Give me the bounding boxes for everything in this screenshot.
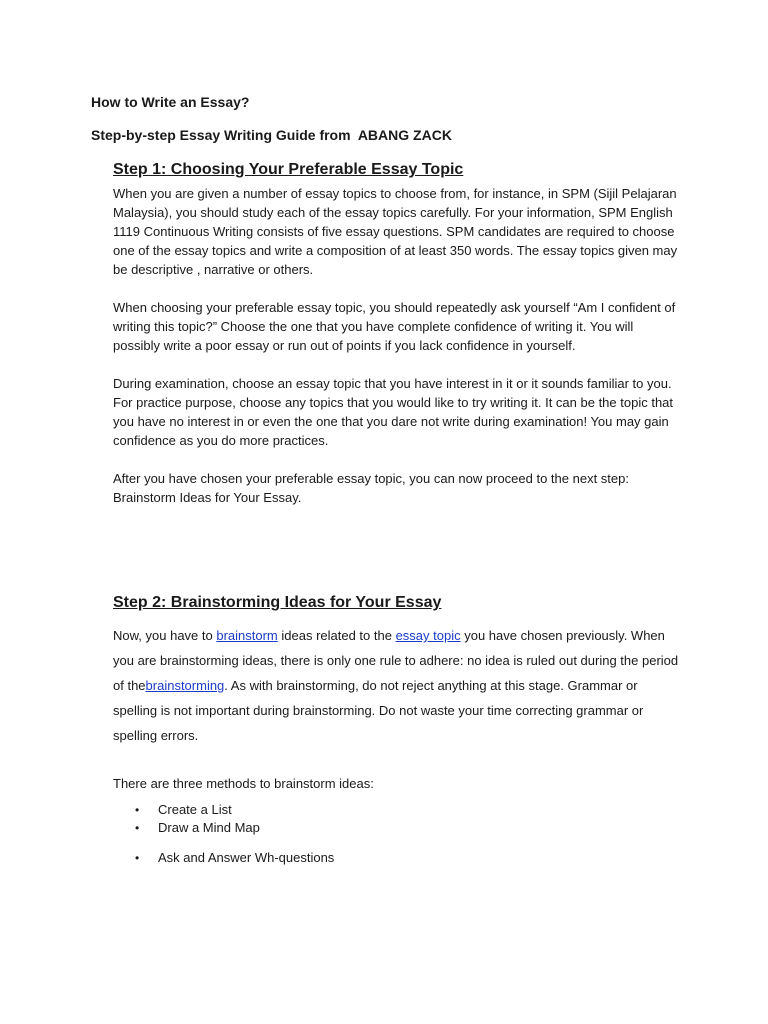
document-subtitle: Step-by-step Essay Writing Guide from ABANG ZACK	[91, 127, 452, 143]
step1-heading: Step 1: Choosing Your Preferable Essay Topic	[113, 161, 464, 178]
bullet-icon: •	[135, 821, 140, 835]
method-label: Create a List	[158, 802, 232, 817]
step1-paragraph-3: During examination, choose an essay topic that you have interest in it or it sounds familiar to you. For practice purpose, choose any topics that you would like to try writing it. It can be the topic that you have no interest in or even the one that you dare not write during examination! You may gain confidence as you do more practices.	[113, 376, 674, 448]
list-item	[113, 819, 683, 837]
step2-text-part4: . As with brainstorming, do not reject anything at this stage. Grammar or spelling is not important during brainstorming. Do not waste your time correcting grammar or spelling errors.	[113, 678, 644, 743]
step1-paragraph-2: When choosing your preferable essay topic, you should repeatedly ask yourself “Am I confident of writing this topic?” Choose the one that you have complete confidence of writing it. You will possibly write a poor essay or run out of points if you lack confidence in yourself.	[113, 300, 676, 353]
step1-paragraph-1: When you are given a number of essay topics to choose from, for instance, in SPM (Sijil Pelajaran Malaysia), you should study each of the essay topics carefully. For your information, SPM English 1119 Continuous Writing consists of five essay questions. SPM candidates are required to choose one of the essay topics and write a composition of at least 350 words. The essay topics given may be descriptive , narrative or others.	[113, 186, 678, 277]
method-label: Ask and Answer Wh-questions	[158, 850, 335, 865]
step2-section	[113, 593, 683, 867]
document-title: How to Write an Essay?	[91, 94, 250, 110]
method-label: Draw a Mind Map	[158, 820, 260, 835]
bullet-icon: •	[135, 851, 140, 865]
step2-heading: Step 2: Brainstorming Ideas for Your Essay	[113, 594, 442, 611]
step1-paragraph-4: After you have chosen your preferable essay topic, you can now proceed to the next step: Brainstorm Ideas for Your Essay.	[113, 471, 629, 505]
step2-text-part3: you have chosen previously. When you are brainstorming ideas, there is only one rule to adhere: no idea is ruled out during the period of the	[113, 628, 679, 693]
step2-text-part2: ideas related to the	[277, 628, 396, 643]
brainstorming-link[interactable]: brainstorming	[145, 678, 225, 693]
methods-intro: There are three methods to brainstorm ideas:	[113, 776, 374, 791]
list-item	[113, 801, 683, 819]
methods-list	[113, 801, 683, 867]
step2-paragraph	[113, 623, 683, 748]
step1-section	[113, 160, 683, 526]
step2-text-part1: Now, you have to	[113, 628, 217, 643]
essay-topic-link[interactable]: essay topic	[395, 628, 461, 643]
brainstorm-link[interactable]: brainstorm	[216, 628, 278, 643]
bullet-icon: •	[135, 803, 140, 817]
list-item	[113, 849, 683, 867]
